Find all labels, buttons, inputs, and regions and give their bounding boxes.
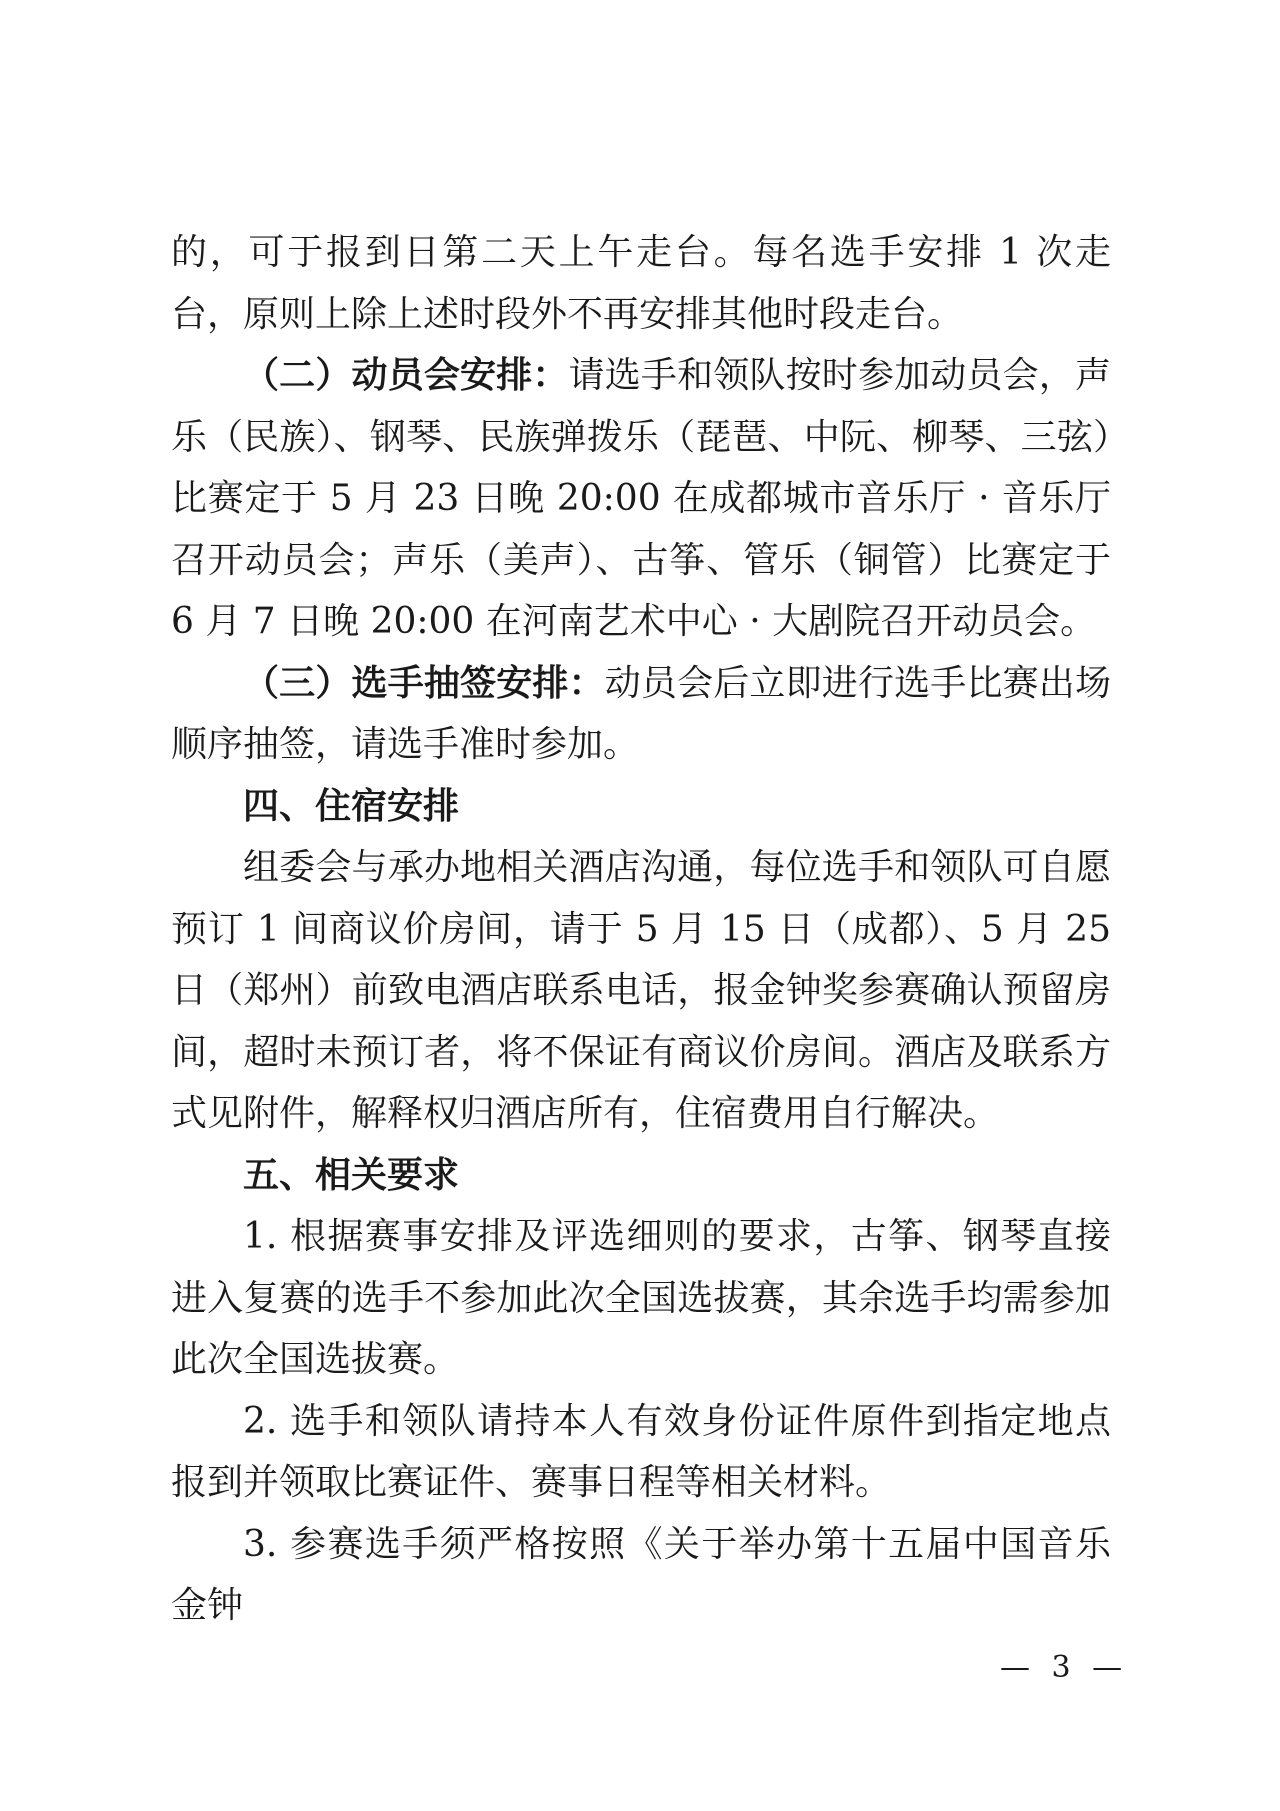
paragraph-mobilization-meeting — [171, 345, 1111, 653]
document-body — [171, 222, 1111, 1637]
paragraph-requirement-1: 1. 根据赛事安排及评选细则的要求，古筝、钢琴直接进入复赛的选手不参加此次全国选拔赛，其余选手均需参加此次全国选拔赛。 — [171, 1216, 1111, 1380]
section-label-mobilization: （二）动员会安排： — [243, 355, 569, 396]
heading-accommodation: 四、住宿安排 — [243, 785, 460, 827]
paragraph-continuation: 的，可于报到日第二天上午走台。每名选手安排 1 次走台，原则上除上述时段外不再安排其他时段走台。 — [171, 232, 1111, 335]
paragraph-requirement-2: 2. 选手和领队请持本人有效身份证件原件到指定地点报到并领取比赛证件、赛事日程等相关材料。 — [171, 1400, 1111, 1503]
draw-text: 动员会后立即进行选手比赛出场顺序抽签，请选手准时参加。 — [171, 662, 1111, 765]
paragraph-requirement-3: 3. 参赛选手须严格按照《关于举办第十五届中国音乐金钟 — [171, 1523, 1111, 1626]
paragraph-accommodation: 组委会与承办地相关酒店沟通，每位选手和领队可自愿预订 1 间商议价房间，请于 5 月 15 日（成都）、5 月 25 日（郑州）前致电酒店联系电话，报金钟奖参赛确认预留房间，超时未预订者，将不保证有商议价房间。酒店及联系方式见附件，解释权归酒店所有，住宿费用自行解决。 — [171, 847, 1111, 1134]
paragraph-draw-arrangement — [171, 653, 1111, 776]
section-label-draw: （三）选手抽签安排： — [243, 662, 605, 704]
mobilization-text: 请选手和领队按时参加动员会，声乐（民族）、钢琴、民族弹拨乐（琵琶、中阮、柳琴、三弦）比赛定于 5 月 23 日晚 20:00 在成都城市音乐厅 · 音乐厅召开动员会；声乐（美声）、古筝、管乐（铜管）比赛定于 6 月 7 日晚 20:00 在河南艺术中心 · 大剧院召开动员会。 — [171, 355, 1111, 642]
heading-requirements: 五、相关要求 — [243, 1154, 460, 1196]
page-number: — 3 — — [1000, 1650, 1129, 1685]
